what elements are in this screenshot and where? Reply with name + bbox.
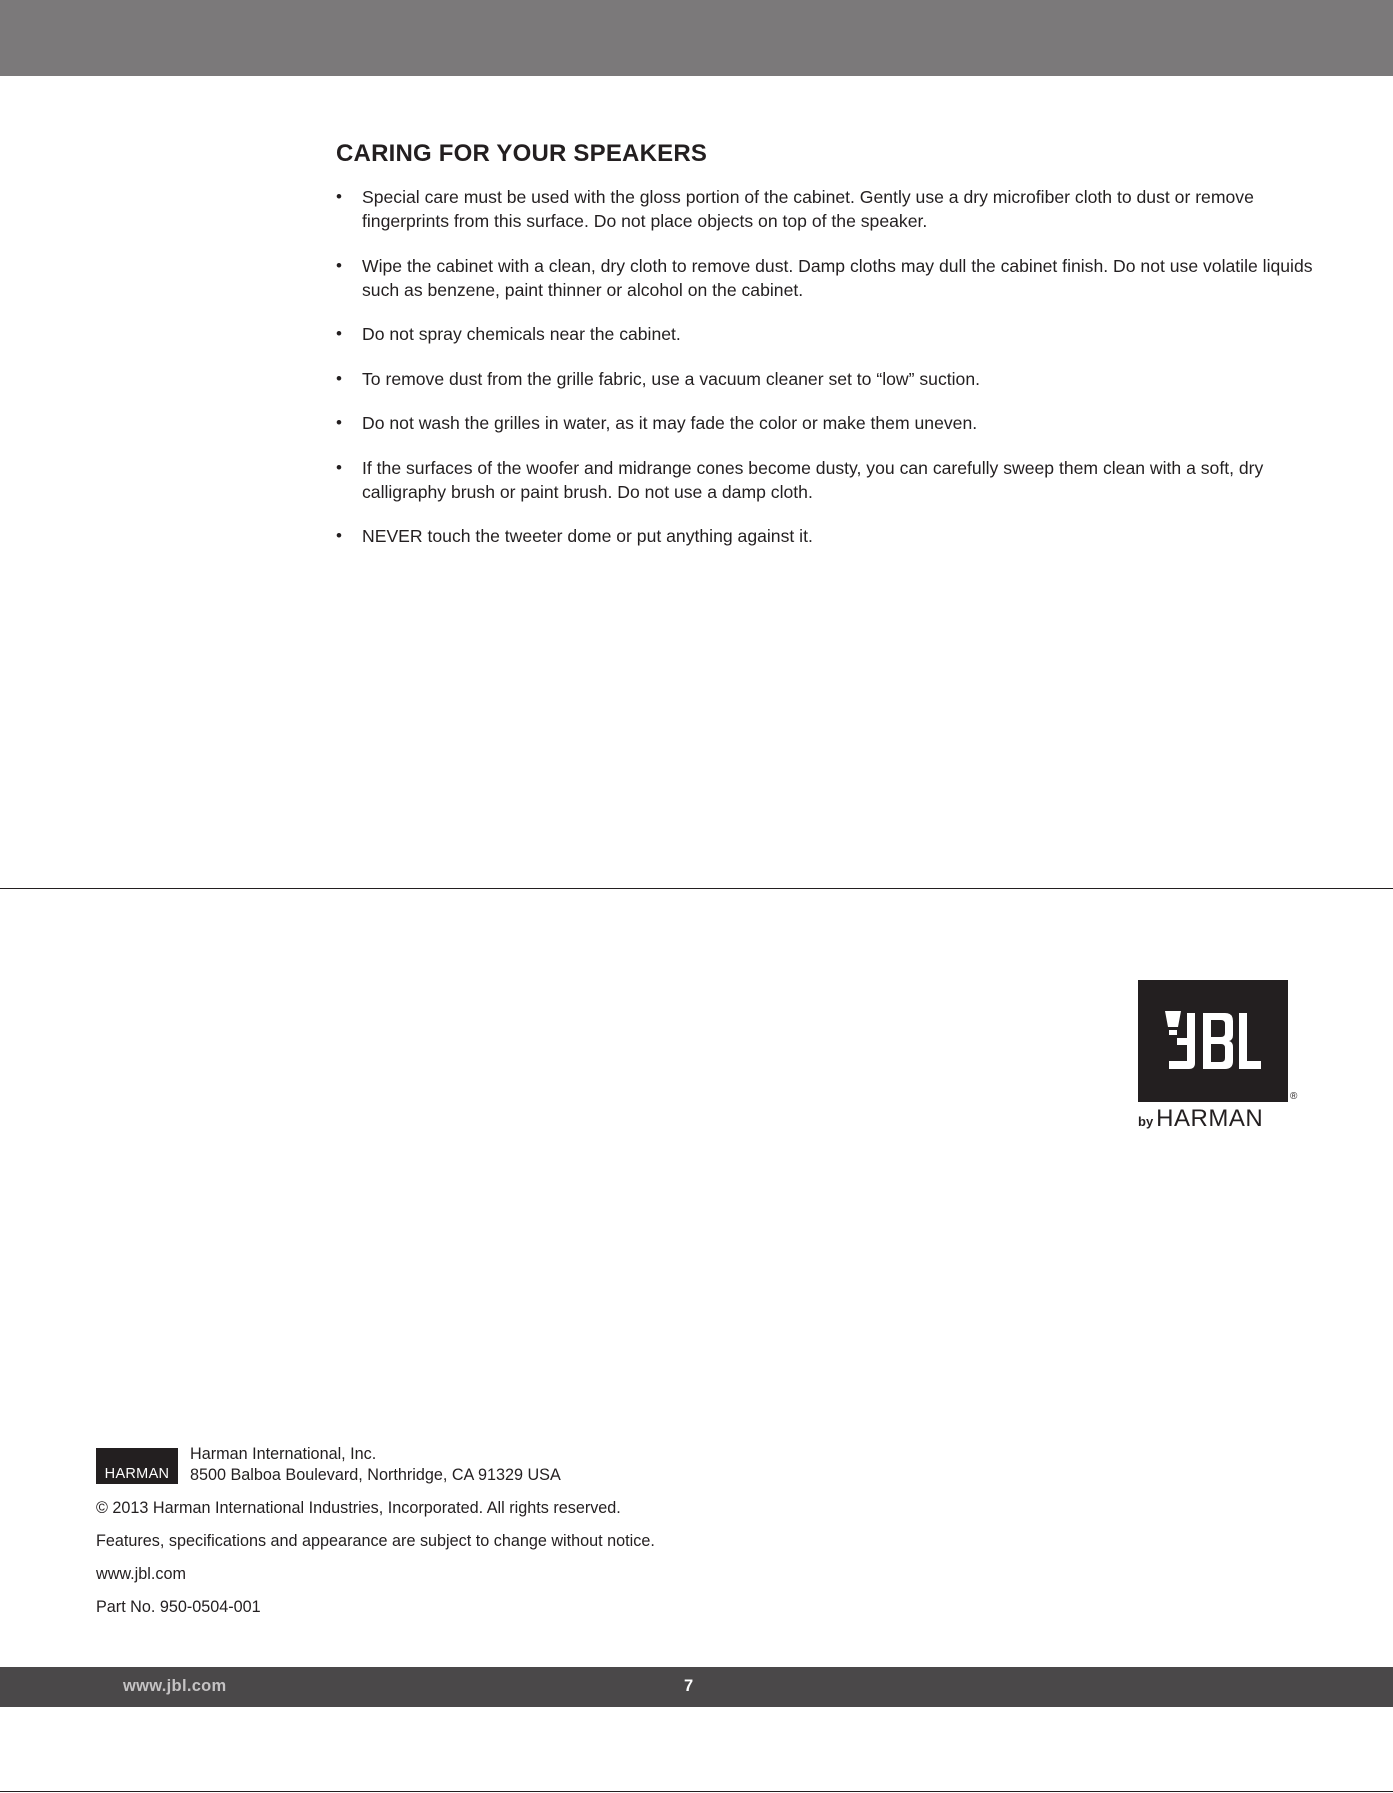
company-name: Harman International, Inc. <box>190 1445 377 1463</box>
list-item-text: If the surfaces of the woofer and midrange cones become dusty, you can carefully sweep them clean with a soft, dry calligraphy brush or paint brush. Do not use a damp cloth. <box>362 457 1264 502</box>
list-item <box>336 322 1316 346</box>
street-address: 8500 Balboa Boulevard, Northridge, CA 91329 USA <box>190 1466 561 1484</box>
company-address <box>190 1444 561 1486</box>
bullet-icon: • <box>336 187 342 206</box>
footer-url-link[interactable]: www.jbl.com <box>123 1677 227 1695</box>
caring-section <box>336 140 1316 569</box>
list-item <box>336 524 1316 548</box>
top-header-band <box>0 0 1393 76</box>
website-link[interactable]: www.jbl.com <box>96 1565 186 1583</box>
copyright-line: © 2013 Harman International Industries, Incorporated. All rights reserved. <box>96 1499 621 1517</box>
bullet-icon: • <box>336 324 342 343</box>
list-item-text: Do not wash the grilles in water, as it may fade the color or make them uneven. <box>362 413 978 433</box>
list-item-text: Do not spray chemicals near the cabinet. <box>362 324 681 344</box>
jbl-by-harman-logo <box>1138 980 1308 1130</box>
part-number: Part No. 950-0504-001 <box>96 1598 261 1616</box>
horizontal-divider <box>0 888 1393 889</box>
harman-badge-logo: HARMAN <box>96 1448 178 1484</box>
notice-line: Features, specifications and appearance are subject to change without notice. <box>96 1532 655 1550</box>
list-item <box>336 456 1316 504</box>
list-item-text: Special care must be used with the gloss portion of the cabinet. Gently use a dry microfiber cloth to dust or remove fingerprints from this surface. Do not place objects on top of the speaker. <box>362 187 1254 231</box>
company-row <box>96 1444 896 1490</box>
bottom-edge-rule <box>0 1791 1393 1792</box>
by-label: by <box>1138 1114 1154 1129</box>
jbl-logo-icon <box>1138 980 1288 1102</box>
jbl-wordmark-icon <box>1161 1011 1265 1071</box>
bullet-icon: • <box>336 526 342 545</box>
bullet-icon: • <box>336 255 342 275</box>
footer-info <box>96 1444 896 1618</box>
list-item <box>336 367 1316 391</box>
bullet-icon: • <box>336 457 342 477</box>
list-item <box>336 185 1316 233</box>
by-harman-text <box>1138 1105 1288 1133</box>
bullet-icon: • <box>336 368 342 388</box>
list-item-text: To remove dust from the grille fabric, use a vacuum cleaner set to “low” suction. <box>362 368 980 389</box>
care-list <box>336 185 1316 548</box>
list-item-text: Wipe the cabinet with a clean, dry cloth to remove dust. Damp cloths may dull the cabinet finish. Do not use volatile liquids such as benzene, paint thinner or alcohol on the cabinet. <box>362 255 1313 300</box>
registered-mark: ® <box>1290 1091 1298 1102</box>
bullet-icon: • <box>336 413 342 432</box>
harman-label: HARMAN <box>1156 1105 1264 1132</box>
list-item <box>336 411 1316 435</box>
list-item-text: NEVER touch the tweeter dome or put anything against it. <box>362 526 813 546</box>
bottom-footer-band <box>0 1667 1393 1707</box>
section-title: CARING FOR YOUR SPEAKERS <box>336 140 708 167</box>
list-item <box>336 254 1316 302</box>
page-number: 7 <box>684 1677 694 1695</box>
